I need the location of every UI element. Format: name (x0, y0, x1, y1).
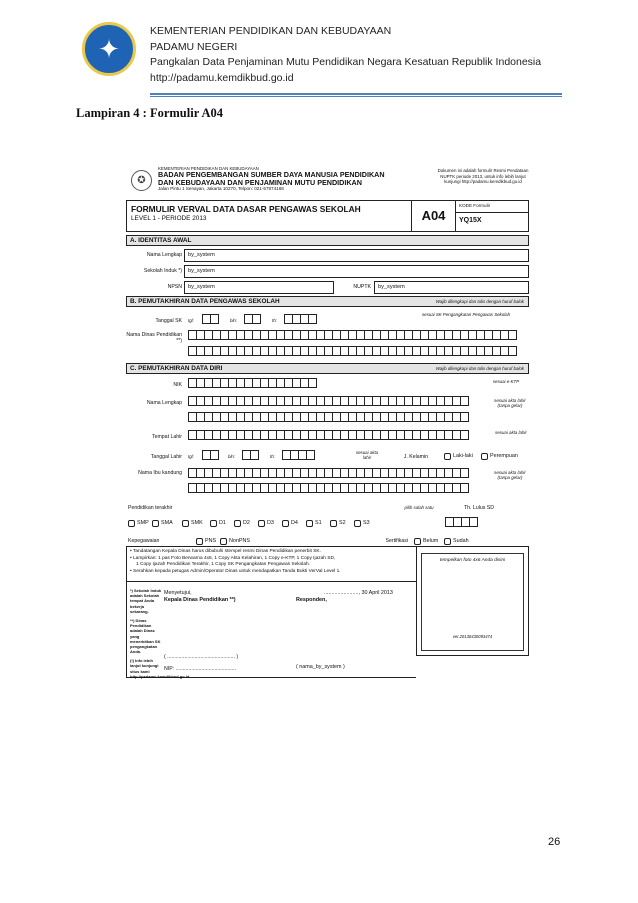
section-b-title: B. PEMUTAKHIRAN DATA PENGAWAS SEKOLAH (130, 298, 280, 305)
instruction-1: • Tandatangan Kepala Dinas harus dibubuhi stempel resmi Dinas Pendidikan penerbit SK. (130, 549, 321, 554)
nama-row-2 (188, 412, 468, 422)
responden-name: ( nama_by_system ) (296, 664, 345, 670)
section-a-title: A. IDENTITAS AWAL (130, 237, 192, 244)
form-org-line-4: Jalan Pintu 1 Senayan, Jakarta 10270, Telpon: 021-57974168 (158, 186, 284, 192)
tl-tgl-label: tgl: (188, 454, 194, 459)
kode-label: KODE Formulir (456, 201, 528, 213)
form-logo (131, 170, 152, 191)
form-title: FORMULIR VERVAL DATA DASAR PENGAWAS SEKOLAH (131, 204, 361, 214)
photo-box (416, 546, 529, 656)
sekolah-induk-label: Sekolah Induk *) (143, 268, 182, 274)
sk-th-label: th: (272, 318, 277, 323)
header-rule (150, 93, 562, 95)
tut-wuri-handayani-logo-icon: ✦ (98, 33, 120, 64)
menyetujui: Menyetujui, (164, 590, 192, 596)
tl-year-boxes (282, 450, 314, 460)
ibu-row-2 (188, 483, 468, 493)
ibu-note: sesuai akta lahir (tanpa gelar) (494, 470, 526, 481)
laki-laki-checkbox (444, 453, 473, 460)
jenis-kelamin-label: J. Kelamin (403, 454, 428, 460)
education-option-label: S1 (315, 520, 322, 527)
education-option-label: SMK (191, 520, 203, 527)
form-a04-image (124, 160, 531, 680)
side-note-1: *) Sekolah Induk adalah Sekolah tempat Anda bekerja sekarang. (130, 588, 162, 614)
tempat-lahir-boxes (188, 430, 468, 440)
npsn-value: by_system (188, 284, 215, 290)
nama-note: sesuai akta lahir (tanpa gelar) (494, 398, 526, 409)
pendidikan-label: Pendidikan terakhir (128, 505, 173, 511)
tanggal-lahir-label: Tanggal Lahir (150, 454, 182, 460)
sk-day-boxes (202, 314, 218, 324)
form-org-line-1: KEMENTERIAN PENDIDIKAN DAN KEBUDAYAAN (158, 166, 259, 171)
education-option-label: D2 (243, 520, 250, 527)
nuptk-value: by_system (378, 284, 405, 290)
education-option-d2 (234, 520, 250, 527)
tl-month-boxes (242, 450, 258, 460)
nik-boxes (188, 378, 316, 388)
sk-tgl-label: tgl: (188, 318, 194, 323)
tl-bln-label: bln: (228, 454, 236, 459)
side-note-2: **) Dinas Pendidikan adalah Dinas yang menerbitkan SK pengangkatan Anda. (130, 617, 161, 655)
tempat-lahir-label: Tempat Lahir (152, 434, 182, 440)
section-b-note: Wajib dilengkapi dan tulis dengan huruf balok (435, 299, 524, 304)
belum-checkbox (414, 538, 438, 545)
ibu-kandung-label: Nama Ibu kandung (138, 470, 182, 476)
ministry-logo (82, 22, 136, 76)
instruction-2b: 1 Copy Ijazah Pendidikan Terakhir, 1 Copy SK Pengangkatan Pengawas Sekolah. (136, 562, 311, 568)
education-option-d1 (210, 520, 226, 527)
sudah-label: Sudah (453, 538, 469, 545)
appendix-title: Lampiran 4 : Formulir A04 (76, 106, 223, 120)
belum-label: Belum (423, 538, 439, 545)
instruction-3: • Serahkan kepada petugas Admin/Operator Dinas untuk mendapatkan Tanda Bukti VerVal Level 1. (130, 569, 341, 575)
npsn-label: NPSN (167, 284, 182, 290)
laki-laki-label: Laki-laki (453, 453, 473, 460)
pilih-note: pilih salah satu (404, 505, 434, 510)
education-option-label: D4 (291, 520, 298, 527)
education-option-smp (128, 520, 149, 527)
dinas-row-1 (188, 330, 516, 340)
education-option-d4 (282, 520, 298, 527)
section-c-note: Wajib dilengkapi dan tulis dengan huruf balok (435, 366, 524, 371)
form-code: A04 (411, 200, 456, 232)
sk-year-boxes (284, 314, 316, 324)
date-line: ......................., 30 April 2013 (324, 590, 393, 596)
dinas-label: Nama Dinas Pendidikan **) (126, 332, 182, 345)
lulus-sd-boxes (445, 517, 477, 527)
sk-bln-label: bln: (230, 318, 238, 323)
letterhead-line-1: KEMENTERIAN PENDIDIKAN DAN KEBUDAYAAN (150, 25, 392, 37)
nuptk-label: NUPTK (353, 284, 371, 290)
form-official-note: Dokumen ini adalah formulir Resmi Pendataan NUPTK periode 2013, untuk info lebih lanjut kunjungi http://padamu.kemdikbud.go.id (437, 168, 529, 184)
letterhead-line-2: PADAMU NEGERI (150, 40, 238, 53)
nonpns-checkbox (220, 538, 250, 545)
education-option-smk (182, 520, 203, 527)
ibu-row-1 (188, 468, 468, 478)
lulus-sd-label: Th. Lulus SD (464, 505, 494, 511)
education-option-s2 (330, 520, 346, 527)
side-note-3: (!) Info lebih lanjut kunjungi situs kami http://padamu.kemdikbud.go.id (130, 658, 190, 679)
letterhead-url[interactable]: http://padamu.kemdikbud.go.id (150, 71, 294, 84)
education-option-sma (152, 520, 173, 527)
form-title-box (126, 200, 411, 232)
form-kode-box (456, 200, 529, 232)
perempuan-checkbox (481, 453, 518, 460)
education-option-d3 (258, 520, 274, 527)
page-number: 26 (548, 836, 561, 848)
sk-month-boxes (244, 314, 260, 324)
responden: Responden, (296, 597, 327, 603)
photo-placeholder: tempelkan foto 4x6 Anda disini (421, 553, 524, 651)
education-option-label: SMA (161, 520, 173, 527)
form-org-line-2: BADAN PENGEMBANGAN SUMBER DAYA MANUSIA PENDIDIKAN (158, 170, 385, 180)
education-option-label: D1 (219, 520, 226, 527)
nama-lengkap-value: by_system (188, 252, 215, 258)
dinas-row-2 (188, 346, 516, 356)
kepegawaian-label: Kepegawaian (128, 538, 160, 544)
sekolah-induk-field (184, 265, 529, 278)
section-b-header (126, 296, 529, 307)
kepala-dinas: Kepala Dinas Pendidikan **) (164, 597, 236, 603)
education-option-s3 (354, 520, 370, 527)
nama-row-1 (188, 396, 468, 406)
education-option-label: S2 (339, 520, 346, 527)
education-option-label: SMP (137, 520, 149, 527)
section-a-header (126, 235, 529, 246)
photo-code: ver.20130430093474 (452, 633, 493, 639)
instruction-2: • Lampirkan: 1 pas Foto Berwarna 4x6, 1 Copy Akta Kelahiran, 1 Copy e-KTP, 1 Copy Ijazah SD, (130, 555, 336, 561)
tempat-lahir-note: sesuai akta lahir (495, 430, 527, 435)
pns-label: PNS (205, 538, 217, 545)
form-org-block (158, 166, 418, 192)
tanggal-sk-label: Tanggal SK (155, 318, 182, 324)
nik-note: sesuai e-KTP (492, 379, 520, 384)
nik-label: NIK (173, 382, 182, 388)
section-c-header (126, 363, 529, 374)
nip-line: NIP: .......................................... (164, 666, 237, 672)
education-option-s1 (306, 520, 322, 527)
nama-lengkap-label: Nama Lengkap (146, 252, 182, 258)
tl-day-boxes (202, 450, 218, 460)
letterhead (150, 24, 541, 86)
sertifikasi-label: Sertifikasi (385, 538, 408, 544)
garuda-icon: ✪ (137, 174, 146, 186)
sudah-checkbox (444, 538, 469, 545)
form-org-line-3: DAN KEBUDAYAAN DAN PENJAMINAN MUTU PENDIDIKAN (158, 177, 362, 187)
education-option-label: S3 (363, 520, 370, 527)
letterhead-line-3: Pangkalan Data Penjaminan Mutu Pendidikan Negara Kesatuan Republik Indonesia (150, 56, 542, 68)
perempuan-label: Perempuan (490, 453, 518, 460)
nama-label: Nama Lengkap (146, 400, 182, 406)
tl-th-label: th: (270, 454, 275, 459)
nonpns-label: NonPNS (229, 538, 250, 545)
kode-value: YQ15X (459, 217, 482, 224)
header-rule-thin (150, 96, 562, 97)
education-option-label: D3 (267, 520, 274, 527)
nama-lengkap-field (184, 249, 529, 262)
kepala-sign-blank: ( ............................................... ) (164, 654, 239, 660)
tl-note: sesuai akta lahir (355, 450, 379, 461)
sk-note: sesuai SK Pengangkatan Pengawas Sekolah (421, 312, 511, 317)
instructions-box (126, 546, 416, 582)
sekolah-induk-value: by_system (188, 268, 215, 274)
pns-checkbox (196, 538, 216, 545)
form-subtitle: LEVEL 1 - PERIODE 2013 (131, 215, 207, 223)
section-c-title: C. PEMUTAKHIRAN DATA DIRI (130, 365, 223, 372)
